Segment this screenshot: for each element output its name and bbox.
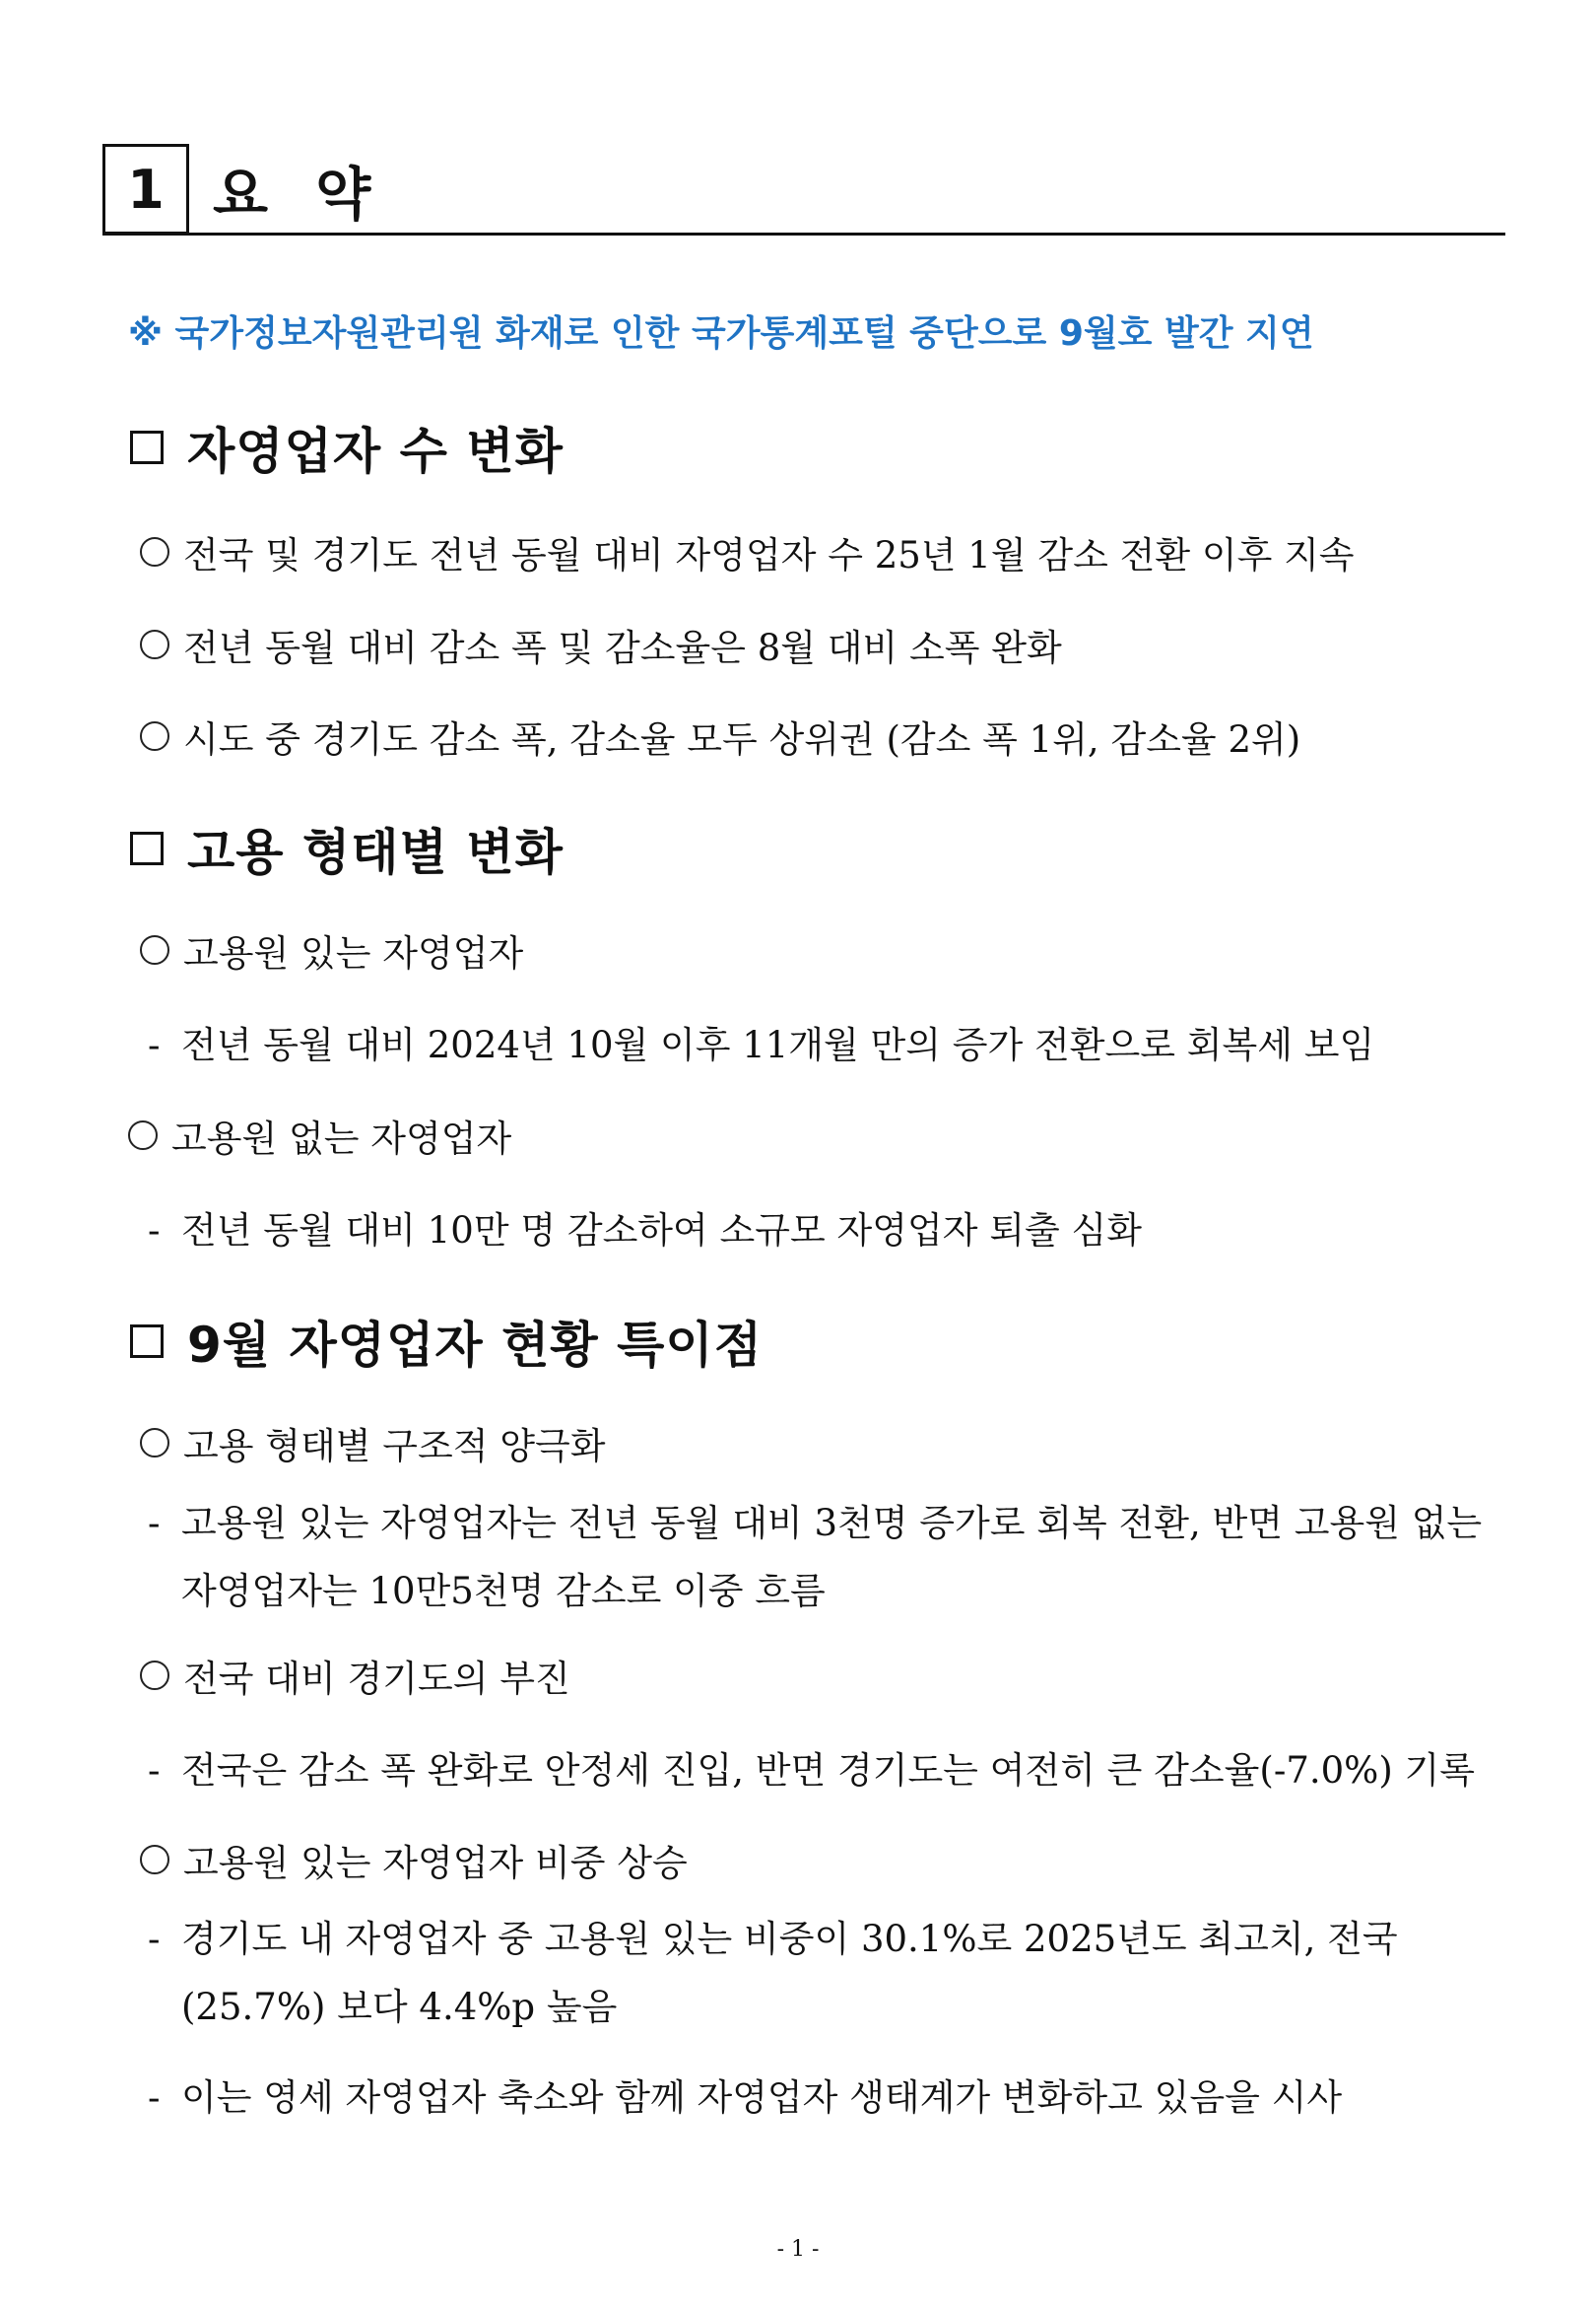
sub-item: - 경기도 내 자영업자 중 고용원 있는 비중이 30.1%로 2025년도 최고치, 전국	[148, 1918, 1398, 1960]
circle-bullet-icon	[140, 630, 169, 659]
square-bullet-icon	[130, 431, 164, 464]
sub-item: - 전국은 감소 폭 완화로 안정세 진입, 반면 경기도는 여전히 큰 감소율(-7.0%) 기록	[148, 1749, 1476, 1792]
section-title-self-employed-change	[130, 412, 564, 483]
circle-bullet-icon	[140, 1428, 169, 1458]
sub-item-text: 전년 동월 대비 2024년 10월 이후 11개월 만의 증가 전환으로 회복세 보임	[181, 1024, 1375, 1066]
sub-item-text: 전년 동월 대비 10만 명 감소하여 소규모 자영업자 퇴출 심화	[181, 1209, 1142, 1252]
list-item-text: 고용원 있는 자영업자 비중 상승	[183, 1842, 688, 1884]
chapter-number: 1	[102, 144, 189, 235]
section-title-text: 고용 형태별 변화	[187, 824, 564, 881]
sub-item: - 고용원 있는 자영업자는 전년 동월 대비 3천명 증가로 회복 전환, 반면 고용원 없는	[148, 1502, 1483, 1544]
list-item	[140, 1649, 570, 1702]
section-title-text: 9월 자영업자 현황 특이점	[187, 1317, 764, 1374]
chapter-title: 요 약	[213, 161, 385, 228]
circle-bullet-icon	[140, 537, 169, 567]
circle-bullet-icon	[140, 1845, 169, 1874]
sub-item-continuation: (25.7%) 보다 4.4%p 높음	[181, 1986, 618, 2028]
list-item	[140, 710, 1300, 763]
section-title-text: 자영업자 수 변화	[187, 423, 564, 480]
list-item	[140, 525, 1355, 578]
sub-item-continuation: 자영업자는 10만5천명 감소로 이중 흐름	[181, 1570, 826, 1612]
list-item	[140, 1416, 605, 1469]
list-item-text: 전년 동월 대비 감소 폭 및 감소율은 8월 대비 소폭 완화	[183, 627, 1062, 669]
page-number: - 1 -	[776, 2237, 820, 2262]
title-divider	[102, 233, 1505, 236]
section-title-employment-type-change	[130, 813, 564, 884]
circle-bullet-icon	[140, 935, 169, 965]
sub-item: - 이는 영세 자영업자 축소와 함께 자영업자 생태계가 변화하고 있음을 시사	[148, 2076, 1343, 2119]
sub-item: - 전년 동월 대비 2024년 10월 이후 11개월 만의 증가 전환으로 회복세 보임	[148, 1024, 1375, 1066]
list-item	[140, 1833, 688, 1886]
list-item	[140, 923, 523, 977]
circle-bullet-icon	[140, 1661, 169, 1690]
sub-item: - 전년 동월 대비 10만 명 감소하여 소규모 자영업자 퇴출 심화	[148, 1209, 1142, 1252]
section-title-september-highlights	[130, 1306, 763, 1377]
list-item-text: 시도 중 경기도 감소 폭, 감소율 모두 상위권 (감소 폭 1위, 감소율 2위)	[183, 718, 1301, 761]
circle-bullet-icon	[128, 1120, 158, 1150]
list-item	[140, 618, 1062, 671]
delay-notice: ※ 국가정보자원관리원 화재로 인한 국가통계포털 중단으로 9월호 발간 지연	[128, 313, 1314, 354]
square-bullet-icon	[130, 1324, 164, 1358]
sub-item-text: 이는 영세 자영업자 축소와 함께 자영업자 생태계가 변화하고 있음을 시사	[181, 2076, 1343, 2119]
sub-item-text: 경기도 내 자영업자 중 고용원 있는 비중이 30.1%로 2025년도 최고치, 전국	[181, 1918, 1398, 1960]
list-item-text: 고용 형태별 구조적 양극화	[183, 1425, 606, 1467]
list-item-text: 고용원 없는 자영업자	[171, 1118, 512, 1160]
list-item-text: 전국 대비 경기도의 부진	[183, 1658, 570, 1700]
square-bullet-icon	[130, 832, 164, 865]
sub-item-text: 전국은 감소 폭 완화로 안정세 진입, 반면 경기도는 여전히 큰 감소율(-7.0%) 기록	[181, 1749, 1476, 1792]
list-item	[128, 1109, 511, 1162]
list-item-text: 전국 및 경기도 전년 동월 대비 자영업자 수 25년 1월 감소 전환 이후 지속	[183, 534, 1355, 576]
sub-item-text: 고용원 있는 자영업자는 전년 동월 대비 3천명 증가로 회복 전환, 반면 고용원 없는	[181, 1502, 1483, 1544]
list-item-text: 고용원 있는 자영업자	[183, 932, 524, 975]
circle-bullet-icon	[140, 721, 169, 751]
